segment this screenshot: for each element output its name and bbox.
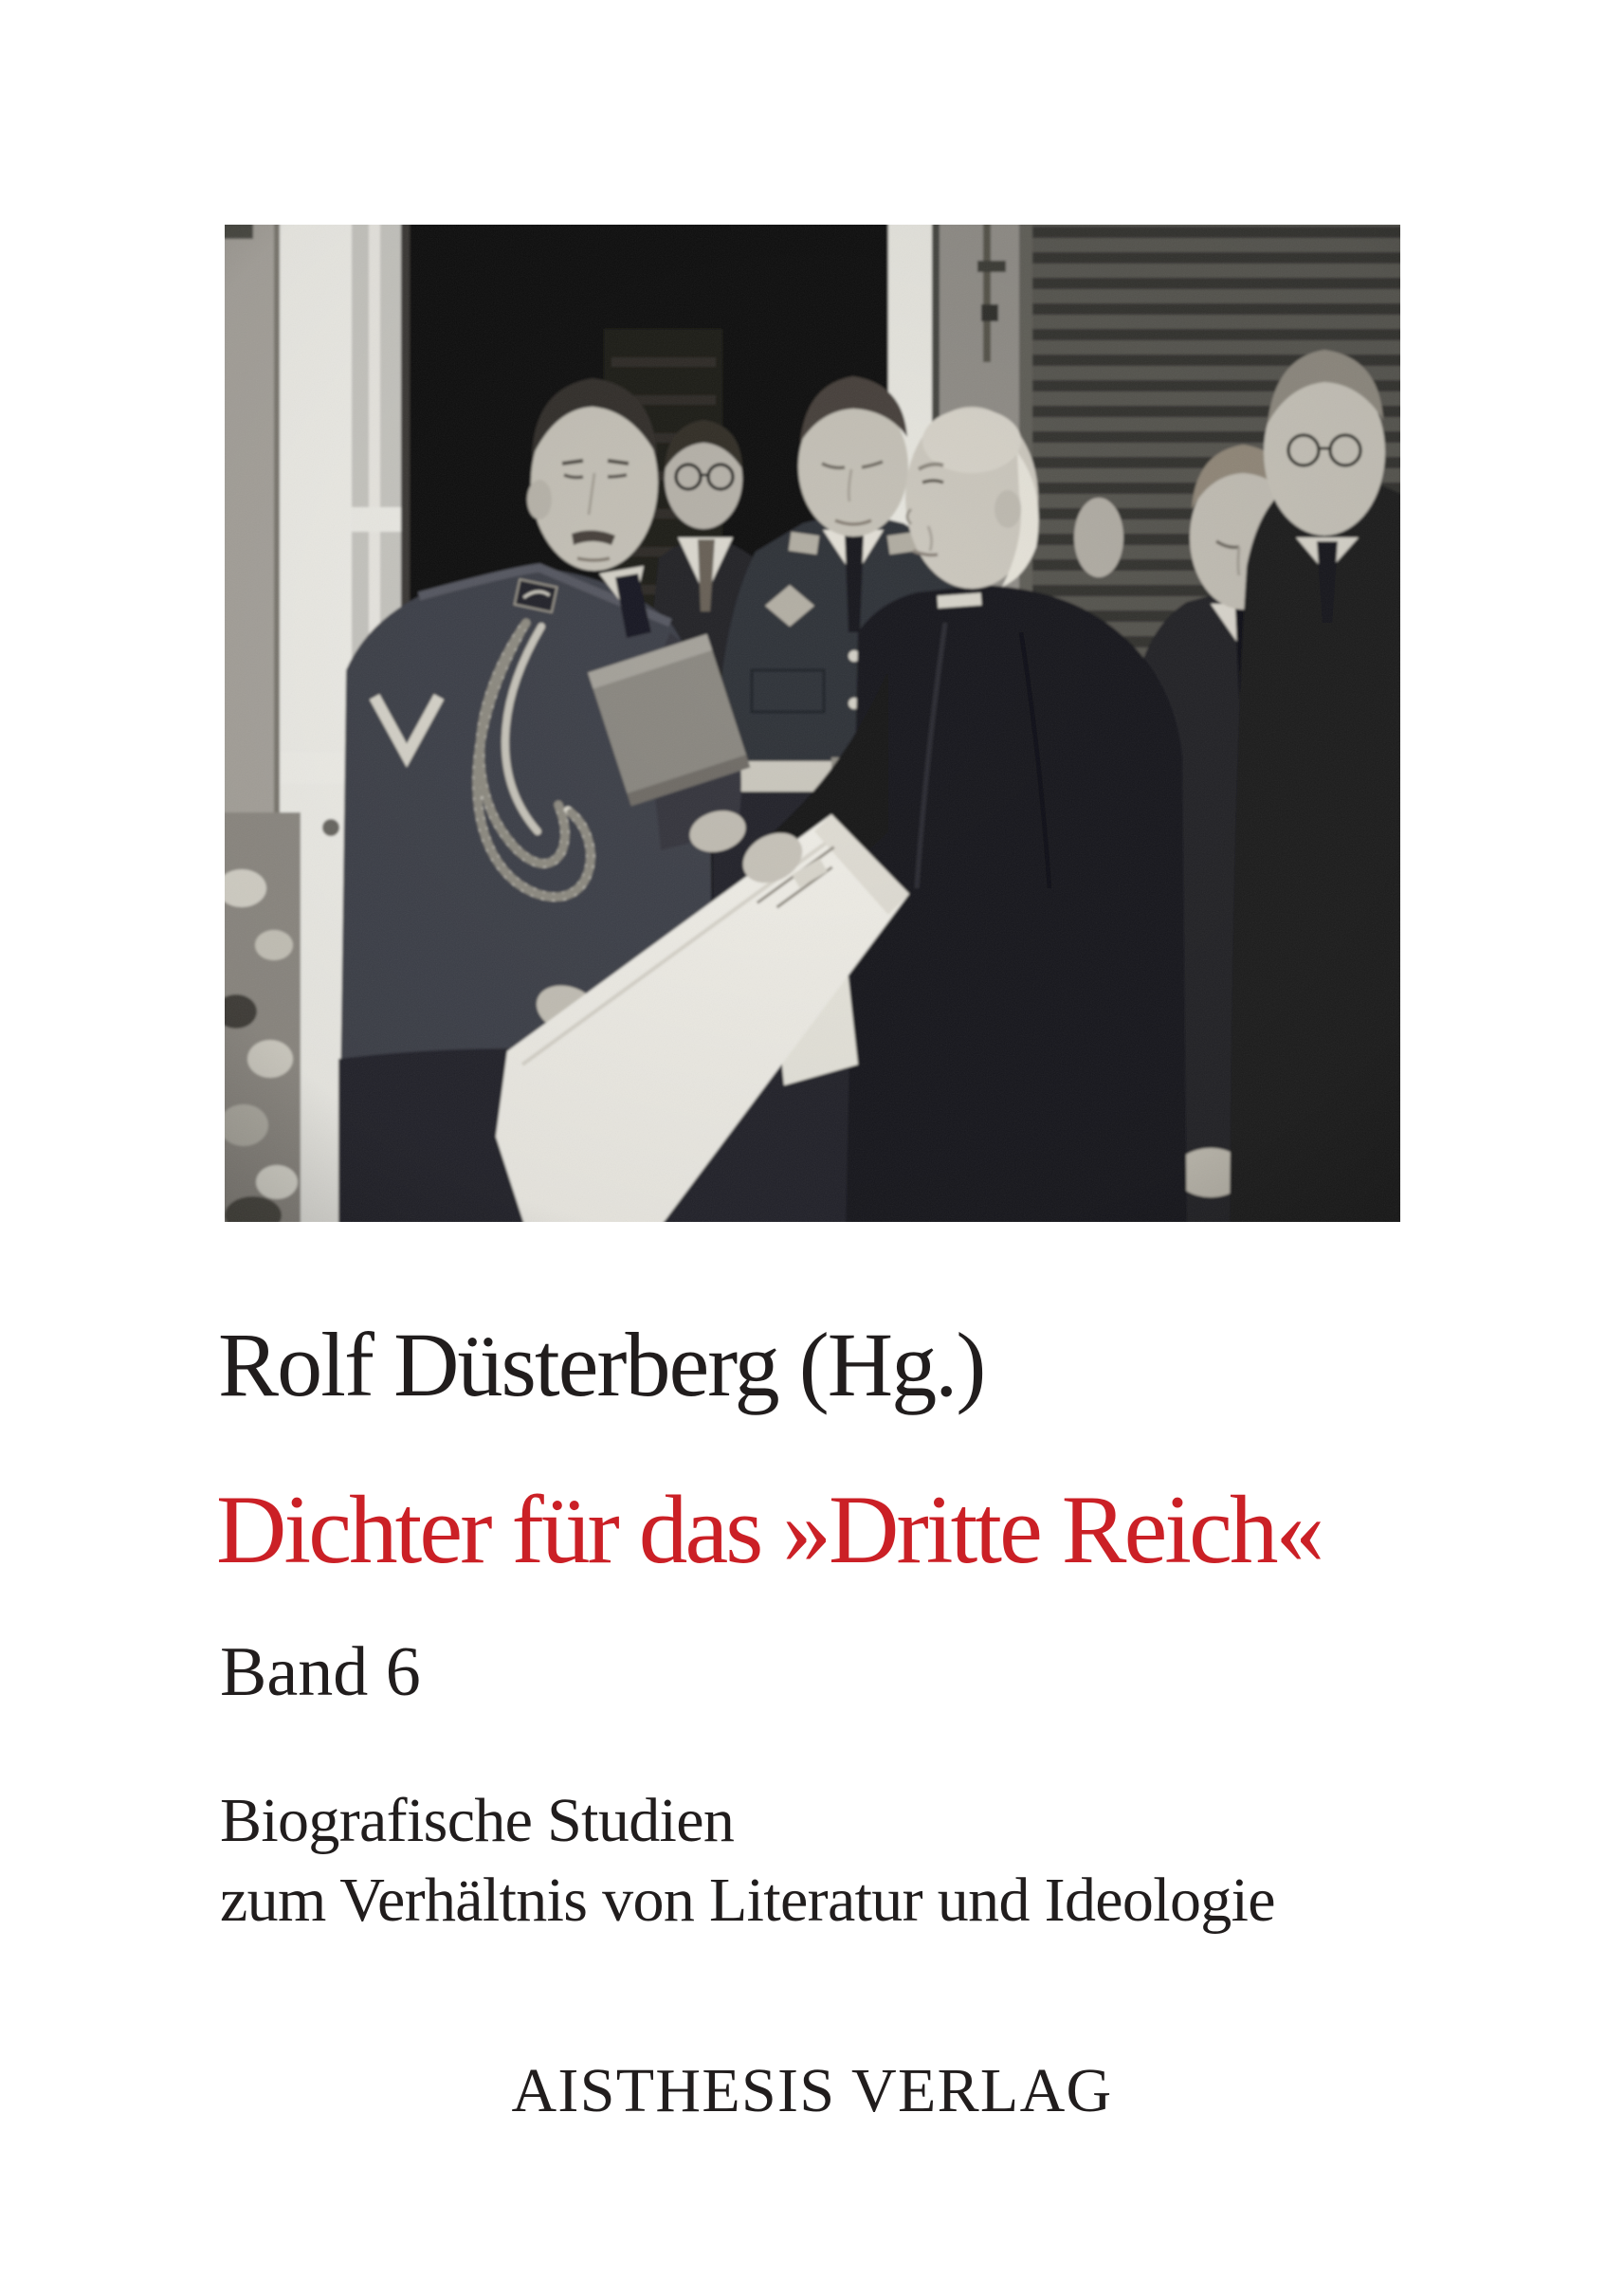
author-line: Rolf Düsterberg (Hg.): [218, 1314, 985, 1415]
subtitle: [220, 1781, 1275, 1940]
publisher-imprint: AISTHESIS VERLAG: [511, 2056, 1113, 2125]
subtitle-line-2: zum Verhältnis von Literatur und Ideologie: [220, 1866, 1275, 1935]
cover-photo-illustration: [225, 225, 1400, 1222]
cover-photo: [225, 225, 1400, 1222]
subtitle-line-1: Biografische Studien: [220, 1786, 735, 1855]
book-title: Dichter für das »Dritte Reich«: [216, 1476, 1323, 1584]
photo-grain: [225, 225, 1400, 1222]
volume-label: Band 6: [220, 1633, 421, 1711]
